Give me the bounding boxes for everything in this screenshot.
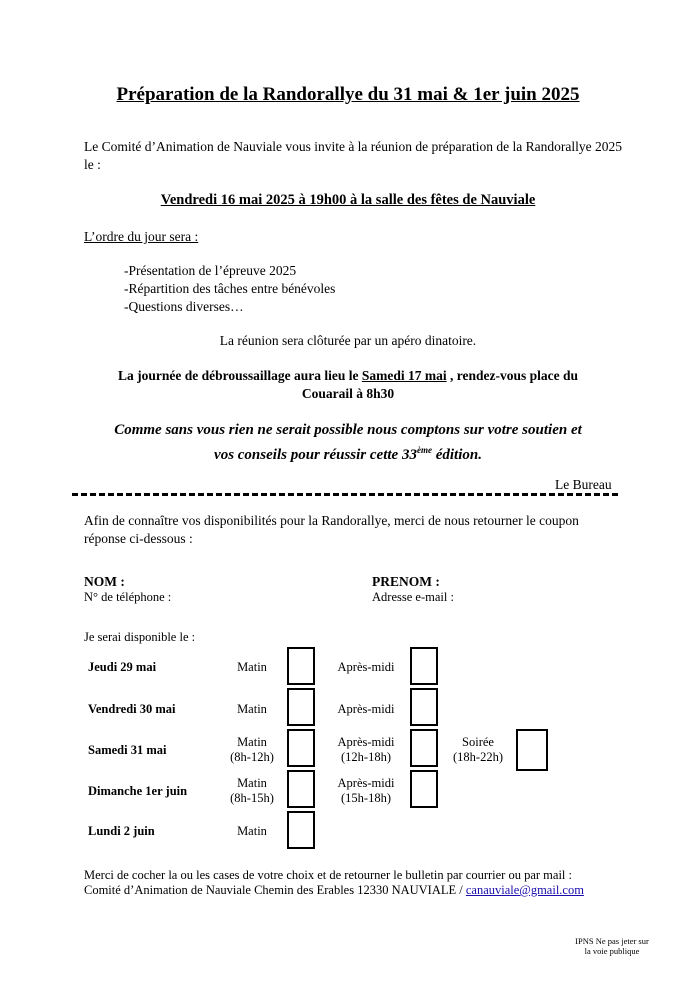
morning-label bbox=[220, 735, 284, 765]
day-label: Vendredi 30 mai bbox=[88, 702, 176, 716]
morning-label: Matin bbox=[237, 702, 267, 716]
day-label: Lundi 2 juin bbox=[88, 824, 155, 838]
afternoon-label: Après-midi bbox=[337, 702, 395, 716]
day-label: Samedi 31 mai bbox=[88, 743, 167, 757]
footer-line1: Merci de cocher la ou les cases de votre choix et de retourner le bulletin par courrier ou par mail : bbox=[84, 868, 572, 882]
afternoon-hours: (12h-18h) bbox=[341, 750, 391, 764]
checkbox-friday-afternoon[interactable] bbox=[410, 688, 438, 726]
checkbox-thursday-morning[interactable] bbox=[287, 647, 315, 685]
checkbox-saturday-afternoon[interactable] bbox=[410, 729, 438, 767]
footer-line2 bbox=[84, 881, 584, 899]
signature: Le Bureau bbox=[555, 477, 612, 492]
evening-label bbox=[446, 735, 510, 765]
prenom-label: PRENOM : bbox=[372, 574, 440, 589]
nom-label: NOM : bbox=[84, 574, 125, 589]
afternoon-label bbox=[330, 735, 402, 765]
support-line2-before: vos conseils pour réussir cette 33 bbox=[214, 447, 417, 463]
ipns-line1: IPNS Ne pas jeter sur bbox=[575, 936, 649, 946]
agenda-item: -Présentation de l’épreuve 2025 bbox=[124, 263, 297, 278]
checkbox-monday-morning[interactable] bbox=[287, 811, 315, 849]
intro-text: Le Comité d’Animation de Nauviale vous invite à la réunion de préparation de la Randorallye 2025 le : bbox=[84, 139, 622, 172]
afternoon-name: Après-midi bbox=[337, 776, 395, 790]
afternoon-label: Après-midi bbox=[337, 660, 395, 674]
afternoon-hours: (15h-18h) bbox=[341, 791, 391, 805]
ipns-notice bbox=[572, 936, 652, 956]
footer-address: Comité d’Animation de Nauviale Chemin des Erables 12330 NAUVIALE / bbox=[84, 883, 466, 897]
support-sup: ème bbox=[416, 445, 432, 455]
checkbox-sunday-morning[interactable] bbox=[287, 770, 315, 808]
day-label: Jeudi 29 mai bbox=[88, 660, 157, 674]
checkbox-sunday-afternoon[interactable] bbox=[410, 770, 438, 808]
phone-label: N° de téléphone : bbox=[84, 590, 172, 604]
contact-email-link[interactable]: canauviale@gmail.com bbox=[465, 883, 584, 897]
afternoon-name: Après-midi bbox=[337, 735, 395, 749]
coupon-intro: Afin de connaître vos disponibilités pour la Randorallye, merci de nous retourner le coupon réponse ci-dessous : bbox=[84, 513, 579, 546]
evening-name: Soirée bbox=[462, 735, 494, 749]
evening-hours: (18h-22h) bbox=[453, 750, 503, 764]
day-label: Dimanche 1er juin bbox=[88, 784, 188, 798]
support-line1: Comme sans vous rien ne serait possible nous comptons sur votre soutien et bbox=[114, 422, 582, 438]
agenda-item: -Questions diverses… bbox=[124, 299, 244, 314]
clearing-after: , rendez-vous place du bbox=[446, 368, 579, 383]
agenda-label: L’ordre du jour sera : bbox=[84, 229, 199, 244]
clearing-before: La journée de débroussaillage aura lieu le bbox=[117, 368, 362, 383]
clearing-date: Samedi 17 mai bbox=[361, 368, 447, 383]
available-label: Je serai disponible le : bbox=[84, 630, 196, 644]
support-line2-after: édition. bbox=[431, 447, 482, 463]
agenda-item: -Répartition des tâches entre bénévoles bbox=[124, 281, 336, 296]
email-label: Adresse e-mail : bbox=[372, 590, 454, 604]
ipns-line2: la voie publique bbox=[584, 946, 640, 956]
closing-text: La réunion sera clôturée par un apéro dinatoire. bbox=[219, 333, 477, 348]
page-title: Préparation de la Randorallye du 31 mai & 1er juin 2025 bbox=[116, 84, 580, 105]
morning-label: Matin bbox=[237, 824, 267, 838]
morning-hours: (8h-12h) bbox=[230, 750, 274, 764]
cut-line-divider bbox=[72, 493, 618, 496]
morning-label bbox=[220, 776, 284, 806]
clearing-day-text bbox=[0, 367, 696, 385]
checkbox-friday-morning[interactable] bbox=[287, 688, 315, 726]
checkbox-thursday-afternoon[interactable] bbox=[410, 647, 438, 685]
checkbox-saturday-evening[interactable] bbox=[516, 729, 548, 771]
support-line2 bbox=[0, 440, 696, 465]
meeting-info: Vendredi 16 mai 2025 à 19h00 à la salle des fêtes de Nauviale bbox=[160, 192, 536, 208]
checkbox-saturday-morning[interactable] bbox=[287, 729, 315, 767]
morning-name: Matin bbox=[237, 776, 267, 790]
morning-label: Matin bbox=[237, 660, 267, 674]
afternoon-label bbox=[330, 776, 402, 806]
clearing-line2: Couarail à 8h30 bbox=[301, 386, 395, 401]
morning-name: Matin bbox=[237, 735, 267, 749]
morning-hours: (8h-15h) bbox=[230, 791, 274, 805]
